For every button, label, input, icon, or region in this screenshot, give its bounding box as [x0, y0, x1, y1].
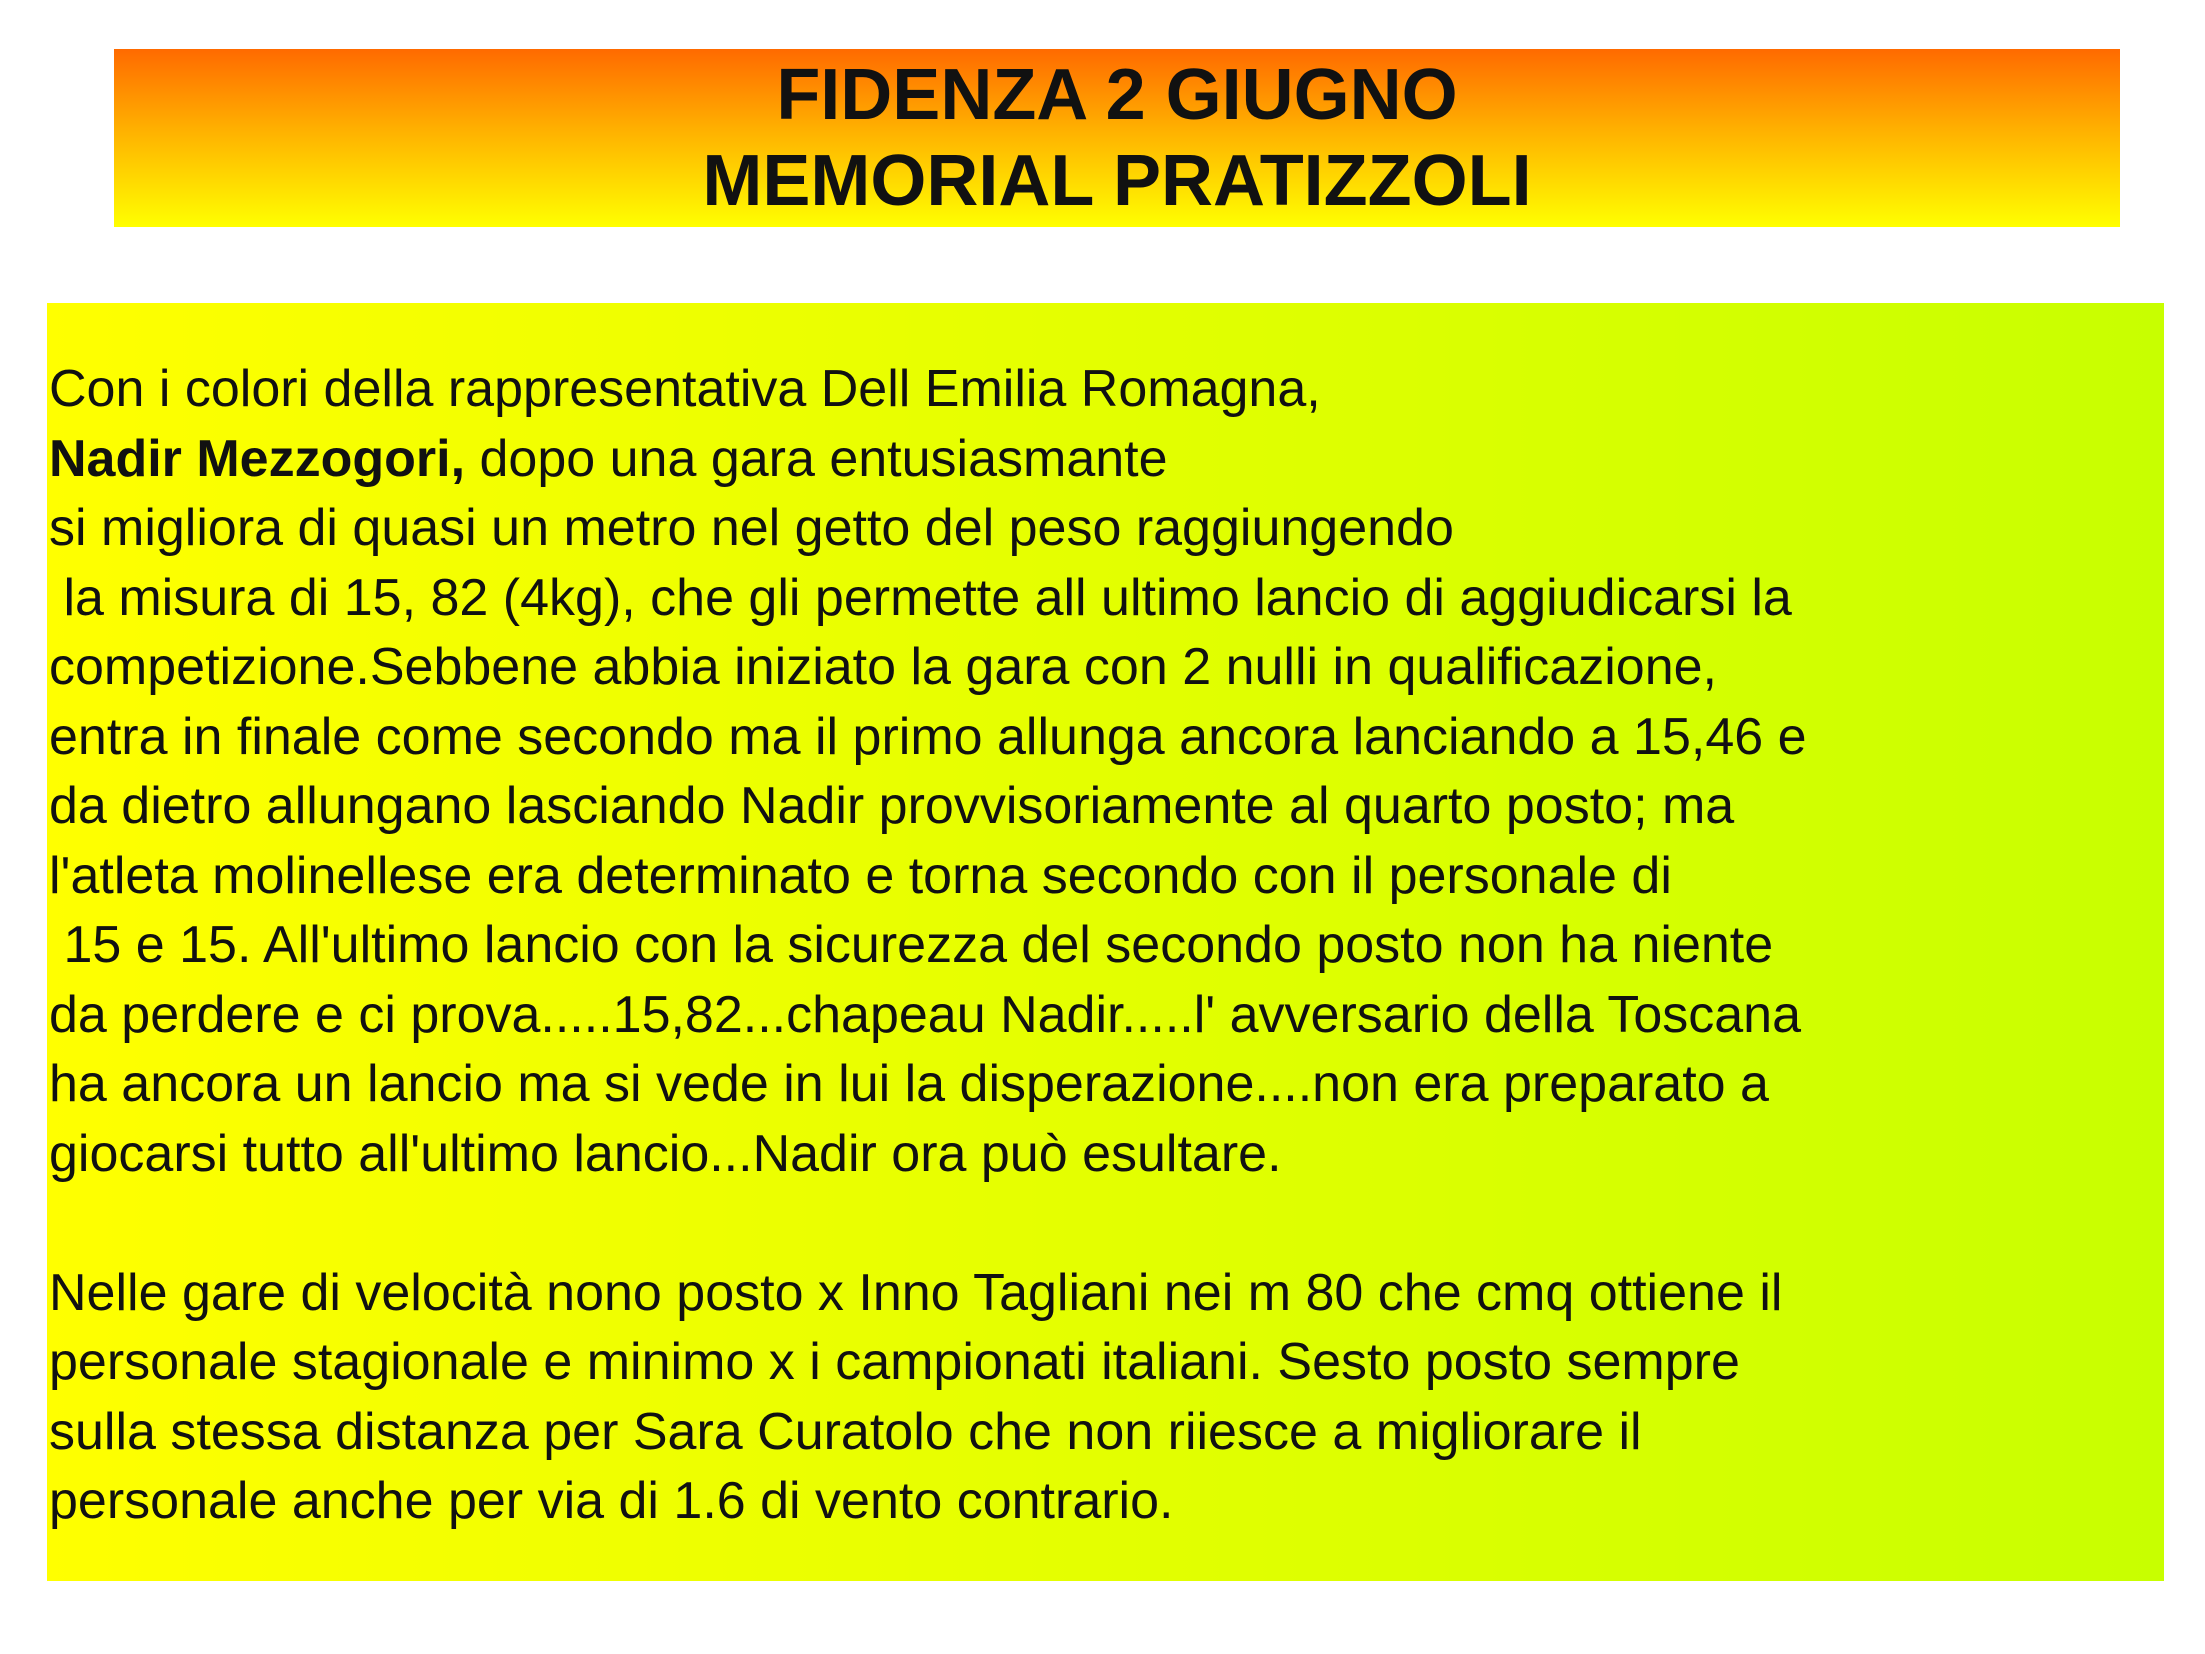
article-line: ha ancora un lancio ma si vede in lui la disperazione....non era preparato a	[49, 1055, 1769, 1113]
title-line-1: FIDENZA 2 GIUGNO	[776, 55, 1458, 135]
article-line-text: dopo una gara entusiasmante	[465, 429, 1168, 488]
article-line: personale anche per via di 1.6 di vento contrario.	[49, 1472, 1174, 1530]
article-line: personale stagionale e minimo x i campionati italiani. Sesto posto sempre	[49, 1333, 1740, 1391]
article-line	[49, 425, 2164, 495]
athlete-name: Nadir Mezzogori,	[49, 429, 466, 488]
article-line: la misura di 15, 82 (4kg), che gli permette all ultimo lancio di aggiudicarsi la	[49, 568, 1792, 627]
article-line: entra in finale come secondo ma il primo allunga ancora lanciando a 15,46 e	[49, 707, 1807, 766]
article-line: competizione.Sebbene abbia iniziato la gara con 2 nulli in qualificazione,	[49, 638, 1717, 696]
title-banner	[114, 49, 2120, 227]
article-line: da dietro allungano lasciando Nadir provvisoriamente al quarto posto; ma	[49, 777, 1735, 835]
article-line: l'atleta molinellese era determinato e torna secondo con il personale di	[49, 846, 1672, 905]
article-line: 15 e 15. All'ultimo lancio con la sicurezza del secondo posto non ha niente	[49, 916, 1774, 974]
title-line-2: MEMORIAL PRATIZZOLI	[702, 141, 1532, 221]
article-line: Con i colori della rappresentativa Dell Emilia Romagna,	[49, 360, 1321, 418]
paragraph-gap	[49, 1189, 2164, 1259]
article-line: si migliora di quasi un metro nel getto del peso raggiungendo	[49, 499, 1454, 557]
article-line: da perdere e ci prova.....15,82...chapeau Nadir.....l' avversario della Toscana	[49, 985, 1802, 1044]
article-line: Nelle gare di velocità nono posto x Inno Tagliani nei m 80 che cmq ottiene il	[49, 1263, 1783, 1322]
article-box	[47, 303, 2164, 1581]
article-line: sulla stessa distanza per Sara Curatolo che non riiesce a migliorare il	[49, 1402, 1642, 1461]
article-line: giocarsi tutto all'ultimo lancio...Nadir ora può esultare.	[49, 1124, 1282, 1183]
